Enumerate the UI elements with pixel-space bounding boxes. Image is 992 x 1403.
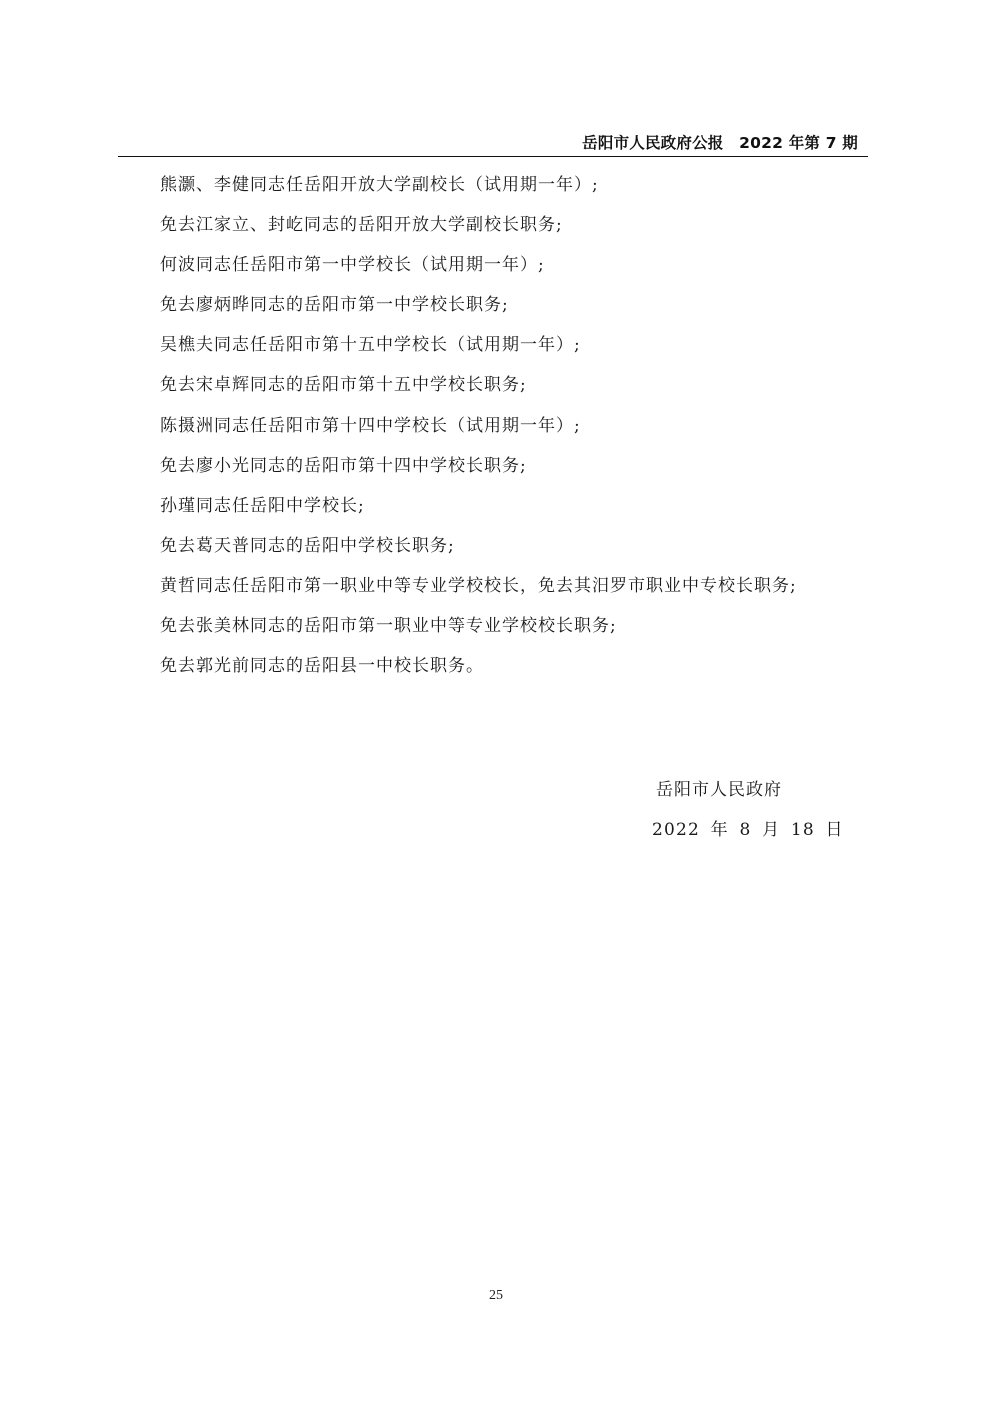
appointment-line: 何波同志任岳阳市第一中学校长（试用期一年）; xyxy=(160,255,545,276)
appointment-line: 免去江家立、封屹同志的岳阳开放大学副校长职务; xyxy=(160,215,563,236)
running-header xyxy=(118,128,868,157)
appointment-line: 吴樵夫同志任岳阳市第十五中学校长（试用期一年）; xyxy=(160,335,581,356)
appointment-line: 熊灏、李健同志任岳阳开放大学副校长（试用期一年）; xyxy=(160,175,599,195)
page-number: 25 xyxy=(489,1288,503,1303)
appointment-line: 孙瑾同志任岳阳中学校长; xyxy=(160,495,365,516)
signature-organization: 岳阳市人民政府 xyxy=(656,780,782,800)
appointment-line: 免去张美林同志的岳阳市第一职业中等专业学校校长职务; xyxy=(160,616,617,637)
appointment-line: 免去郭光前同志的岳阳县一中校长职务。 xyxy=(160,656,484,677)
signature-date: 2022 年 8 月 18 日 xyxy=(652,820,844,840)
running-header-title: 岳阳市人民政府公报 2022 年第 7 期 xyxy=(582,134,858,152)
appointment-line: 黄哲同志任岳阳市第一职业中等专业学校校长，免去其汨罗市职业中专校长职务; xyxy=(160,575,797,596)
appointment-line: 免去廖小光同志的岳阳市第十四中学校长职务; xyxy=(160,455,527,476)
appointment-line: 陈摄洲同志任岳阳市第十四中学校长（试用期一年）; xyxy=(160,415,581,436)
appointment-line: 免去葛天普同志的岳阳中学校长职务; xyxy=(160,535,455,556)
appointment-line: 免去宋卓辉同志的岳阳市第十五中学校长职务; xyxy=(160,375,527,396)
appointment-list xyxy=(160,172,880,693)
appointment-line: 免去廖炳晔同志的岳阳市第一中学校长职务; xyxy=(160,295,509,316)
